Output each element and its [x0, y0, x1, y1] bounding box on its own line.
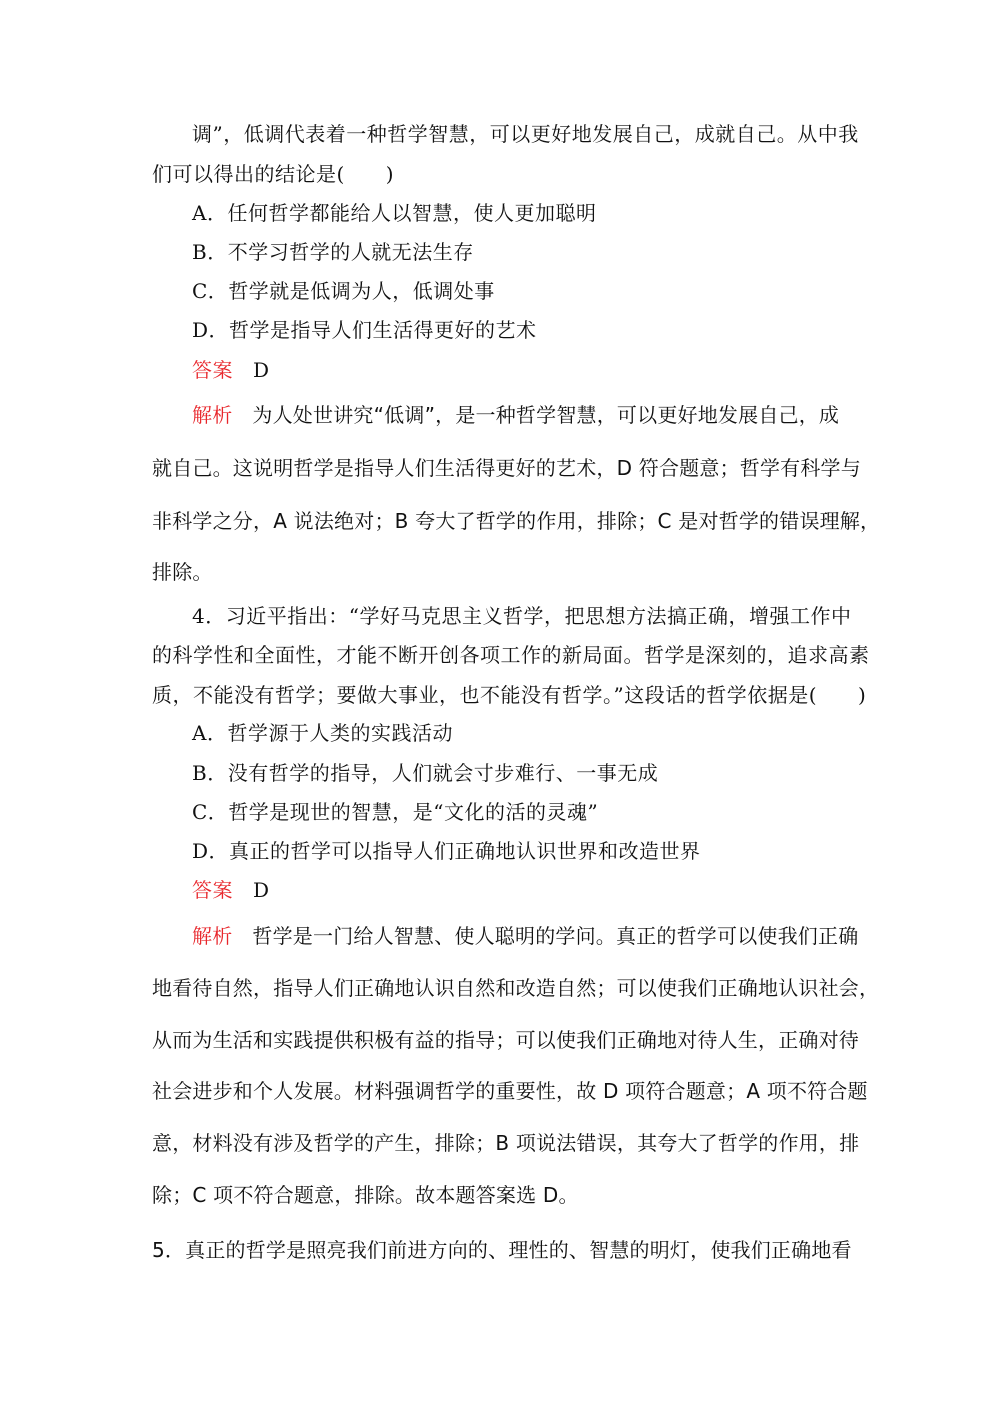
- q4-stem-line-3: 质，不能没有哲学；要做大事业，也不能没有哲学。”这段话的哲学依据是( ): [152, 683, 867, 707]
- analysis-text: 为人处世讲究“低调”，是一种哲学智慧，可以更好地发展自己，成: [252, 403, 840, 427]
- q3-stem-line-1: 调”，低调代表着一种哲学智慧，可以更好地发展自己，成就自己。从中我: [192, 122, 859, 146]
- option-text: 不学习哲学的人就无法生存: [227, 240, 474, 264]
- option-text: 哲学源于人类的实践活动: [227, 721, 453, 745]
- analysis-label: 解析: [192, 924, 233, 948]
- answer-label: 答案: [192, 878, 233, 902]
- q4-analysis-line-2: 地看待自然，指导人们正确地认识自然和改造自然；可以使我们正确地认识社会，: [152, 976, 880, 1000]
- analysis-label: 解析: [192, 403, 233, 427]
- answer-value: D: [253, 358, 270, 382]
- option-text: 哲学是指导人们生活得更好的艺术: [229, 318, 537, 342]
- option-letter: B．: [192, 761, 228, 785]
- q5-stem-line-1: 5．真正的哲学是照亮我们前进方向的、理性的、智慧的明灯，使我们正确地看: [152, 1238, 852, 1262]
- q4-analysis-line-1: [192, 923, 892, 949]
- q3-option-a: [192, 200, 892, 226]
- q4-stem-line-2: 的科学性和全面性，才能不断开创各项工作的新局面。哲学是深刻的，追求高素: [152, 643, 870, 667]
- option-letter: A．: [192, 721, 228, 745]
- option-letter: B．: [192, 240, 228, 264]
- q4-analysis-line-3: 从而为生活和实践提供积极有益的指导；可以使我们正确地对待人生，正确对待: [152, 1028, 859, 1052]
- q3-analysis-line-1: [192, 402, 892, 428]
- q3-answer: [192, 357, 892, 383]
- option-letter: D．: [192, 318, 230, 342]
- analysis-text: 哲学是一门给人智慧、使人聪明的学问。真正的哲学可以使我们正确: [252, 924, 859, 948]
- option-text: 哲学是现世的智慧，是“文化的活的灵魂”: [228, 800, 599, 824]
- option-letter: C．: [192, 279, 229, 303]
- option-text: 哲学就是低调为人，低调处事: [228, 279, 495, 303]
- option-text: 没有哲学的指导，人们就会寸步难行、一事无成: [227, 761, 659, 785]
- q4-analysis-line-4: 社会进步和个人发展。材料强调哲学的重要性，故 D 项符合题意；A 项不符合题: [152, 1079, 868, 1103]
- q3-option-c: [192, 278, 892, 304]
- q3-analysis-line-2: 就自己。这说明哲学是指导人们生活得更好的艺术，D 符合题意；哲学有科学与: [152, 456, 861, 480]
- q4-analysis-line-5: 意，材料没有涉及哲学的产生，排除；B 项说法错误，其夸大了哲学的作用，排: [152, 1131, 860, 1155]
- q4-stem-line-1: 4．习近平指出：“学好马克思主义哲学，把思想方法搞正确，增强工作中: [192, 604, 852, 628]
- option-letter: D．: [192, 839, 230, 863]
- option-text: 任何哲学都能给人以智慧，使人更加聪明: [227, 201, 597, 225]
- option-letter: A．: [192, 201, 228, 225]
- q3-analysis-line-3: 非科学之分，A 说法绝对；B 夸大了哲学的作用，排除；C 是对哲学的错误理解，: [152, 509, 881, 533]
- q4-option-d: [192, 838, 892, 864]
- option-text: 真正的哲学可以指导人们正确地认识世界和改造世界: [229, 839, 701, 863]
- q4-option-b: [192, 760, 892, 786]
- q3-stem-line-2: 们可以得出的结论是( ): [152, 162, 395, 186]
- q4-option-c: [192, 799, 892, 825]
- option-letter: C．: [192, 800, 229, 824]
- q3-option-b: [192, 239, 892, 265]
- q4-option-a: [192, 720, 892, 746]
- q4-analysis-line-6: 除；C 项不符合题意，排除。故本题答案选 D。: [152, 1183, 579, 1207]
- q3-option-d: [192, 317, 892, 343]
- answer-label: 答案: [192, 358, 233, 382]
- answer-value: D: [253, 878, 270, 902]
- q4-answer: [192, 877, 892, 903]
- q3-analysis-line-4: 排除。: [152, 560, 213, 584]
